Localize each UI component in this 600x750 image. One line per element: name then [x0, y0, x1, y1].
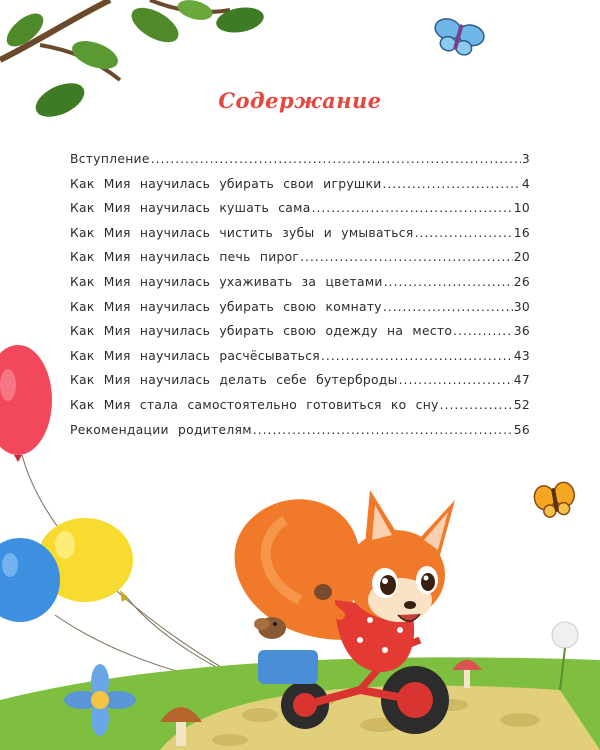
- toc-entry: [70, 152, 530, 177]
- toc-entry-page: 30: [513, 299, 530, 314]
- toc-entry-title: Как Мия научилась убирать свои игрушки: [70, 176, 382, 191]
- toc-leader-dots: [453, 324, 513, 338]
- toc-leader-dots: [440, 398, 513, 412]
- toc-leader-dots: [312, 201, 513, 215]
- toc-entry-page: 56: [513, 422, 530, 437]
- toc-entry-title: Как Мия научилась убирать свою одежду на место: [70, 324, 453, 339]
- toc-leader-dots: [415, 226, 513, 240]
- toc-entry-page: 4: [521, 176, 530, 191]
- toc-entry-title: Как Мия научилась делать себе бутерброды: [70, 373, 398, 388]
- toc-leader-dots: [253, 423, 513, 437]
- toc-entry: [70, 275, 530, 300]
- toc-entry-title: Как Мия научилась ухаживать за цветами: [70, 274, 383, 289]
- toc-leader-dots: [399, 373, 513, 387]
- toc-entry: [70, 177, 530, 202]
- toc-entry: [70, 226, 530, 251]
- toc-leader-dots: [382, 177, 520, 191]
- toc-entry-page: 16: [513, 225, 530, 240]
- toc-entry-page: 20: [513, 250, 530, 265]
- toc-entry-page: 47: [513, 373, 530, 388]
- toc-entry-title: Как Мия научилась печь пирог: [70, 250, 300, 265]
- toc-entry-title: Как Мия научилась расчёсываться: [70, 348, 320, 363]
- toc-entry: [70, 250, 530, 275]
- toc-leader-dots: [321, 349, 513, 363]
- toc-entry-title: Как Мия научилась убирать свою комнату: [70, 299, 382, 314]
- toc-entry: [70, 398, 530, 423]
- butterfly-orange-icon: [533, 481, 578, 519]
- toc-entry-title: Как Мия стала самостоятельно готовиться ко сну: [70, 397, 439, 412]
- toc-entry-title: Рекомендации родителям: [70, 422, 252, 437]
- toc-entry: [70, 324, 530, 349]
- toc-entry: [70, 349, 530, 374]
- toc-entry: [70, 201, 530, 226]
- toc-entry-title: Как Мия научилась кушать сама: [70, 201, 311, 216]
- toc-entry-page: 10: [513, 201, 530, 216]
- toc-entry: [70, 373, 530, 398]
- butterfly-blue-icon: [430, 16, 486, 59]
- toc-leader-dots: [383, 300, 513, 314]
- toc-leader-dots: [300, 250, 513, 264]
- toc-leader-dots: [151, 152, 521, 166]
- toc-leader-dots: [384, 275, 513, 289]
- toc-entry-title: Вступление: [70, 152, 150, 166]
- toc-entry: [70, 300, 530, 325]
- toc-entry: [70, 423, 530, 448]
- toc-entry-page: 36: [513, 324, 530, 339]
- toc-entry-page: 43: [513, 348, 530, 363]
- toc-entry-title: Как Мия научилась чистить зубы и умываться: [70, 225, 414, 240]
- table-of-contents: [70, 152, 530, 447]
- toc-entry-page: 3: [521, 152, 530, 166]
- toc-entry-page: 52: [513, 397, 530, 412]
- page-title: Содержание: [218, 88, 382, 113]
- toc-entry-page: 26: [513, 274, 530, 289]
